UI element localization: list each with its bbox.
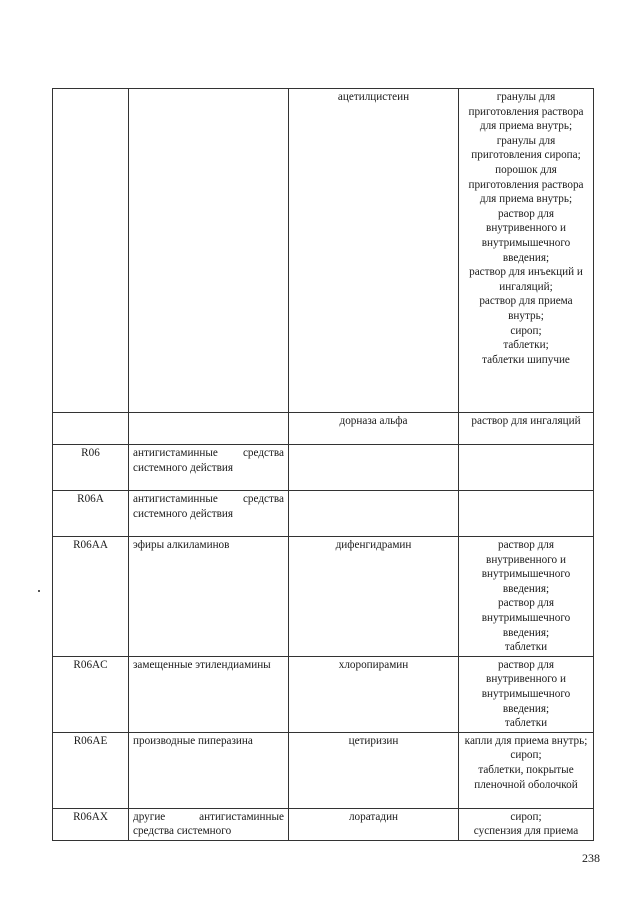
atc-code-cell: R06A bbox=[53, 491, 129, 537]
dosage-form: раствор для внутривенного и внутримышечного введения; bbox=[481, 658, 571, 715]
dosage-form: таблетки bbox=[504, 641, 548, 654]
table-row bbox=[53, 537, 594, 657]
dosage-form: таблетки, покрытые пленочной оболочкой bbox=[474, 763, 578, 791]
dosage-form: раствор для инъекций и ингаляций; bbox=[469, 266, 583, 293]
atc-code-cell: R06AX bbox=[53, 808, 129, 840]
drug-name-cell: ацетилцистеин bbox=[289, 89, 459, 413]
group-name-cell bbox=[129, 413, 289, 445]
dosage-form: капли для приема внутрь; bbox=[464, 734, 588, 747]
atc-code-cell bbox=[53, 89, 129, 413]
dosage-forms-cell bbox=[459, 732, 594, 808]
dosage-form: таблетки; bbox=[503, 339, 549, 352]
drug-name-cell: лоратадин bbox=[289, 808, 459, 840]
group-name-cell bbox=[129, 89, 289, 413]
atc-code-cell: R06AA bbox=[53, 537, 129, 657]
dosage-form: суспензия для приема bbox=[473, 825, 579, 838]
table-row bbox=[53, 413, 594, 445]
dosage-form: сироп; bbox=[510, 749, 542, 762]
dosage-forms-cell bbox=[459, 89, 594, 413]
drug-table-body bbox=[53, 89, 594, 841]
table-row bbox=[53, 491, 594, 537]
atc-code-cell: R06 bbox=[53, 445, 129, 491]
dosage-forms-cell bbox=[459, 808, 594, 840]
table-row bbox=[53, 445, 594, 491]
group-name-cell: антигистаминные средства системного действия bbox=[129, 491, 289, 537]
table-row bbox=[53, 732, 594, 808]
group-name-cell: замещенные этилендиамины bbox=[129, 656, 289, 732]
atc-code-cell: R06AC bbox=[53, 656, 129, 732]
atc-code-cell: R06AE bbox=[53, 732, 129, 808]
atc-code-cell bbox=[53, 413, 129, 445]
drug-name-cell: дифенгидрамин bbox=[289, 537, 459, 657]
dosage-form: гранулы для приготовления сиропа; bbox=[471, 134, 581, 162]
dosage-forms-cell bbox=[459, 537, 594, 657]
dosage-form: таблетки bbox=[504, 717, 548, 730]
dosage-forms-cell bbox=[459, 491, 594, 537]
dosage-form: сироп; bbox=[510, 810, 542, 823]
group-name-cell: другие антигистаминные средства системного bbox=[129, 808, 289, 840]
table-row bbox=[53, 89, 594, 413]
dosage-form: гранулы для приготовления раствора для приема внутрь; bbox=[468, 91, 584, 133]
drug-name-cell: цетиризин bbox=[289, 732, 459, 808]
dosage-form: раствор для ингаляций bbox=[471, 415, 581, 427]
dosage-form: сироп; bbox=[510, 324, 542, 337]
group-name-cell: эфиры алкиламинов bbox=[129, 537, 289, 657]
table-row bbox=[53, 808, 594, 840]
drug-name-cell bbox=[289, 491, 459, 537]
dosage-form: раствор для внутримышечного введения; bbox=[481, 597, 571, 639]
dosage-form: таблетки шипучие bbox=[482, 353, 570, 366]
drug-name-cell: дорназа альфа bbox=[289, 413, 459, 445]
group-name-cell: антигистаминные средства системного действия bbox=[129, 445, 289, 491]
dosage-form: раствор для приема внутрь; bbox=[479, 295, 573, 322]
table-row bbox=[53, 656, 594, 732]
page-number: 238 bbox=[582, 851, 600, 865]
scan-speck bbox=[38, 590, 40, 592]
dosage-form: раствор для внутривенного и внутримышечного введения; bbox=[481, 207, 571, 264]
dosage-forms-cell bbox=[459, 413, 594, 445]
group-name-cell: производные пиперазина bbox=[129, 732, 289, 808]
dosage-forms-cell bbox=[459, 656, 594, 732]
dosage-form: раствор для внутривенного и внутримышечного введения; bbox=[481, 539, 571, 595]
drug-name-cell bbox=[289, 445, 459, 491]
drug-table bbox=[52, 88, 594, 841]
dosage-forms-cell bbox=[459, 445, 594, 491]
drug-name-cell: хлоропирамин bbox=[289, 656, 459, 732]
dosage-form: порошок для приготовления раствора для приема внутрь; bbox=[468, 163, 584, 206]
